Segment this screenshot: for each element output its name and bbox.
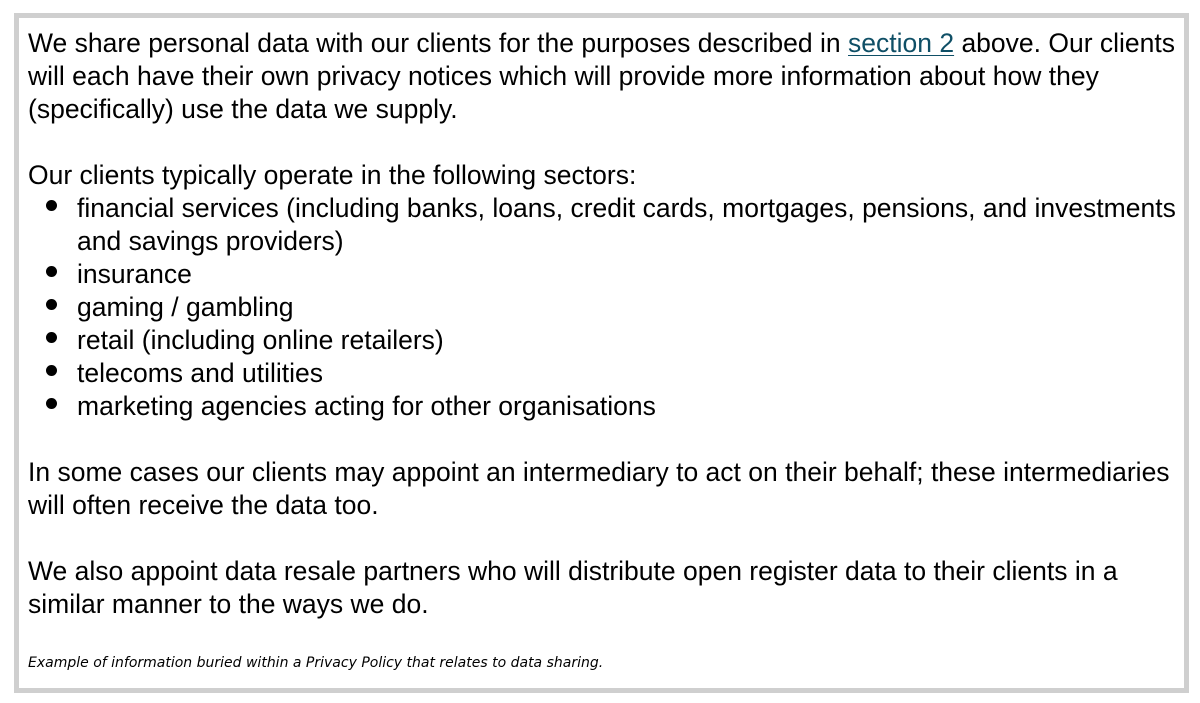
sector-label: financial services (including banks, loans, credit cards, mortgages, pensions, and investments and savings providers) xyxy=(77,193,1176,256)
sector-label: marketing agencies acting for other organisations xyxy=(77,391,656,421)
policy-excerpt-frame xyxy=(14,13,1189,693)
list-item xyxy=(28,324,1184,357)
sector-label: gaming / gambling xyxy=(77,292,294,322)
bullet-icon xyxy=(46,365,57,376)
list-item xyxy=(28,291,1184,324)
figure-caption: Example of information buried within a Privacy Policy that relates to data sharing. xyxy=(28,655,604,671)
paragraph-intermediaries: In some cases our clients may appoint an intermediary to act on their behalf; these intermediaries will often receive the data too. xyxy=(28,457,1170,520)
bullet-icon xyxy=(46,299,57,310)
list-item xyxy=(28,390,1184,423)
sector-label: retail (including online retailers) xyxy=(77,325,444,355)
bullet-icon xyxy=(46,200,57,211)
policy-text-body xyxy=(28,27,1184,621)
section-2-link[interactable]: section 2 xyxy=(848,28,955,58)
paragraph-spacer xyxy=(28,522,1184,555)
sectors-intro: Our clients typically operate in the following sectors: xyxy=(28,160,637,190)
paragraph-text-after-link: above. Our clients will each have their own privacy notices which will provide more information about how they (specifically) use the data we supply. xyxy=(28,28,1176,124)
paragraph-spacer xyxy=(28,423,1184,456)
paragraph-data-sharing xyxy=(28,27,1184,126)
list-item xyxy=(28,357,1184,390)
paragraph-spacer xyxy=(28,126,1184,159)
bullet-icon xyxy=(46,266,57,277)
sector-label: telecoms and utilities xyxy=(77,358,323,388)
list-item xyxy=(28,258,1184,291)
paragraph-text-before-link: We share personal data with our clients for the purposes described in xyxy=(28,28,848,58)
list-item xyxy=(28,192,1184,258)
bullet-icon xyxy=(46,398,57,409)
sector-label: insurance xyxy=(77,259,192,289)
sector-list xyxy=(28,192,1184,423)
paragraph-resale-partners: We also appoint data resale partners who will distribute open register data to their clients in a similar manner to the ways we do. xyxy=(28,556,1118,619)
bullet-icon xyxy=(46,332,57,343)
